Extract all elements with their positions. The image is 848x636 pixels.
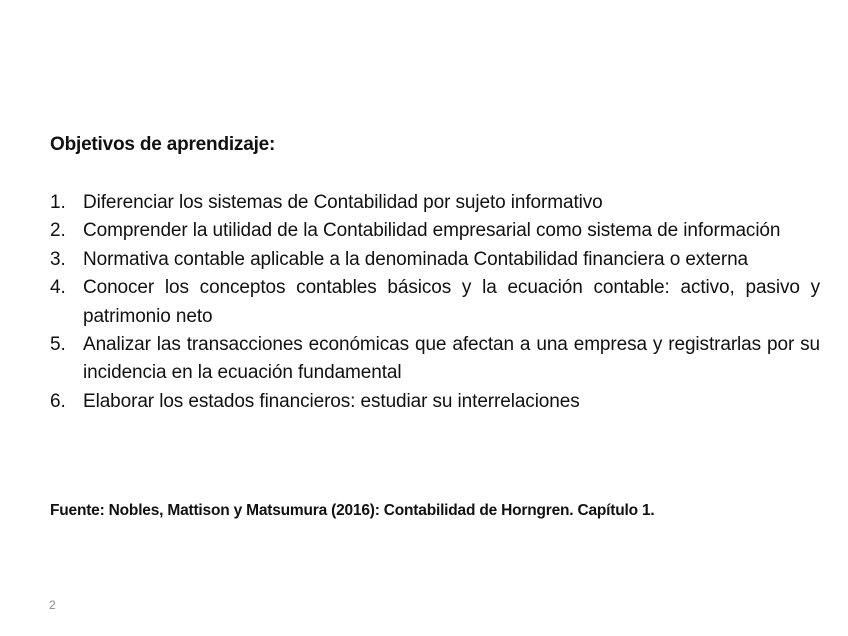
objective-text: Comprender la utilidad de la Contabilidad empresarial como sistema de información xyxy=(83,220,781,242)
objective-number: 1. xyxy=(50,192,66,213)
objectives-heading: Objetivos de aprendizaje: xyxy=(50,134,276,155)
objective-text: Elaborar los estados financieros: estudiar su interrelaciones xyxy=(83,390,580,412)
objective-number: 6. xyxy=(50,390,66,412)
objective-number: 2. xyxy=(50,220,66,242)
objective-item-3 xyxy=(50,246,820,274)
objective-text: Conocer los conceptos contables básicos y la ecuación contable: activo, pasivo y patrimonio neto xyxy=(83,277,820,327)
objective-text: Diferenciar los sistemas de Contabilidad por sujeto informativo xyxy=(83,192,603,213)
objectives-list xyxy=(50,189,820,416)
objective-item-2 xyxy=(50,217,820,245)
page-number: 2 xyxy=(49,598,56,612)
objective-text: Normativa contable aplicable a la denominada Contabilidad financiera o externa xyxy=(83,248,749,270)
objective-item-5 xyxy=(50,331,820,388)
source-citation: Fuente: Nobles, Mattison y Matsumura (2016): Contabilidad de Horngren. Capítulo 1. xyxy=(50,502,655,519)
objective-item-4 xyxy=(50,274,820,331)
objective-text: Analizar las transacciones económicas que afectan a una empresa y registrarlas por su incidencia en la ecuación fundamental xyxy=(83,334,820,384)
objective-item-6 xyxy=(50,388,820,416)
objective-number: 5. xyxy=(50,334,66,356)
objective-item-1 xyxy=(50,189,820,217)
objective-number: 4. xyxy=(50,277,66,299)
objective-number: 3. xyxy=(50,248,66,270)
